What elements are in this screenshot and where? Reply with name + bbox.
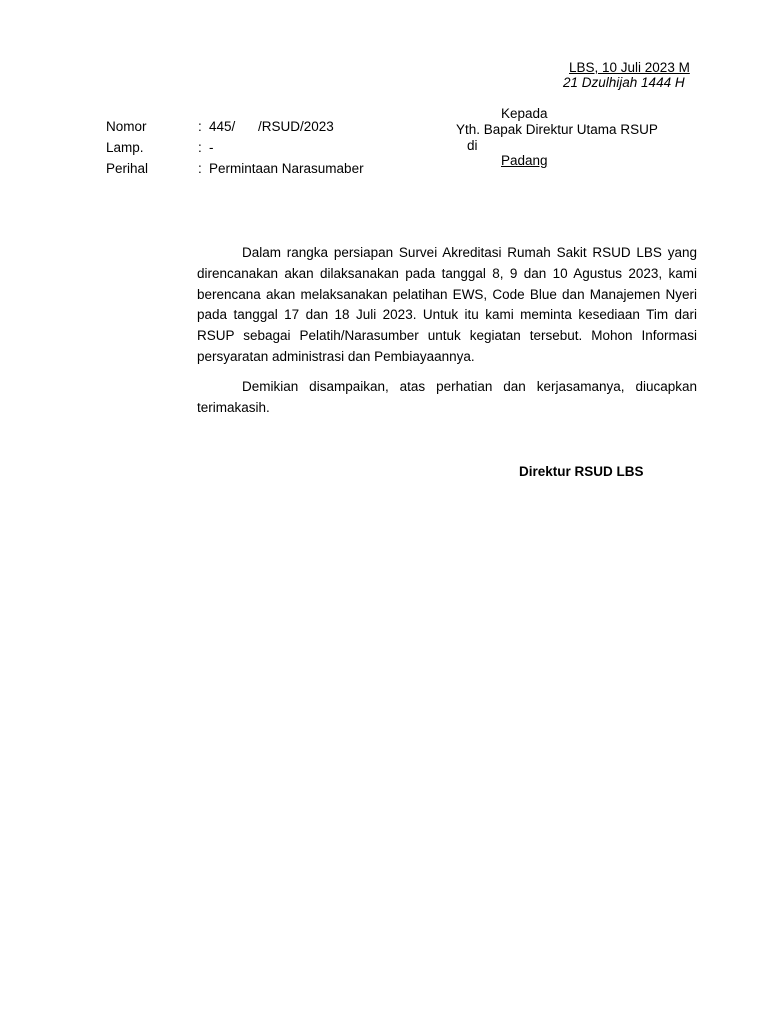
signature-title: Direktur RSUD LBS [519,464,644,479]
lamp-colon: : [198,140,202,155]
recipient-city: Padang [501,153,548,168]
body-paragraph-2 [197,377,697,419]
body-paragraph-2-text: Demikian disampaikan, atas perhatian dan kerjasamanya, diucapkan terimakasih. [197,379,697,415]
nomor-label: Nomor [106,119,147,134]
lamp-label: Lamp. [106,140,144,155]
letter-hijri-date: 21 Dzulhijah 1444 H [563,75,685,90]
perihal-colon: : [198,161,202,176]
nomor-suffix: /RSUD/2023 [258,119,334,134]
nomor-prefix: 445/ [209,119,236,134]
perihal-value: Permintaan Narasumaber [209,161,364,176]
recipient-di: di [467,138,478,153]
body-paragraph-1 [197,243,697,368]
lamp-value: - [209,140,214,155]
perihal-label: Perihal [106,161,149,176]
body-paragraph-1-text: Dalam rangka persiapan Survei Akreditasi Rumah Sakit RSUD LBS yang direncanakan akan dilaksanakan pada tanggal 8, 9 dan 10 Agustus 2023, kami berencana akan melaksanakan pelatihan EWS, Code Blue dan Manajemen Nyeri pada tanggal 17 dan 18 Juli 2023. Untuk itu kami meminta kesediaan Tim dari RSUP sebagai Pelatih/Narasumber untuk kegiatan tersebut. Mohon Informasi persyaratan administrasi dan Pembiayaannya. [197,245,697,364]
nomor-colon: : [198,119,202,134]
recipient-name: Yth. Bapak Direktur Utama RSUP [456,122,658,137]
recipient-kepada: Kepada [501,106,548,121]
letter-date: LBS, 10 Juli 2023 M [569,60,690,75]
